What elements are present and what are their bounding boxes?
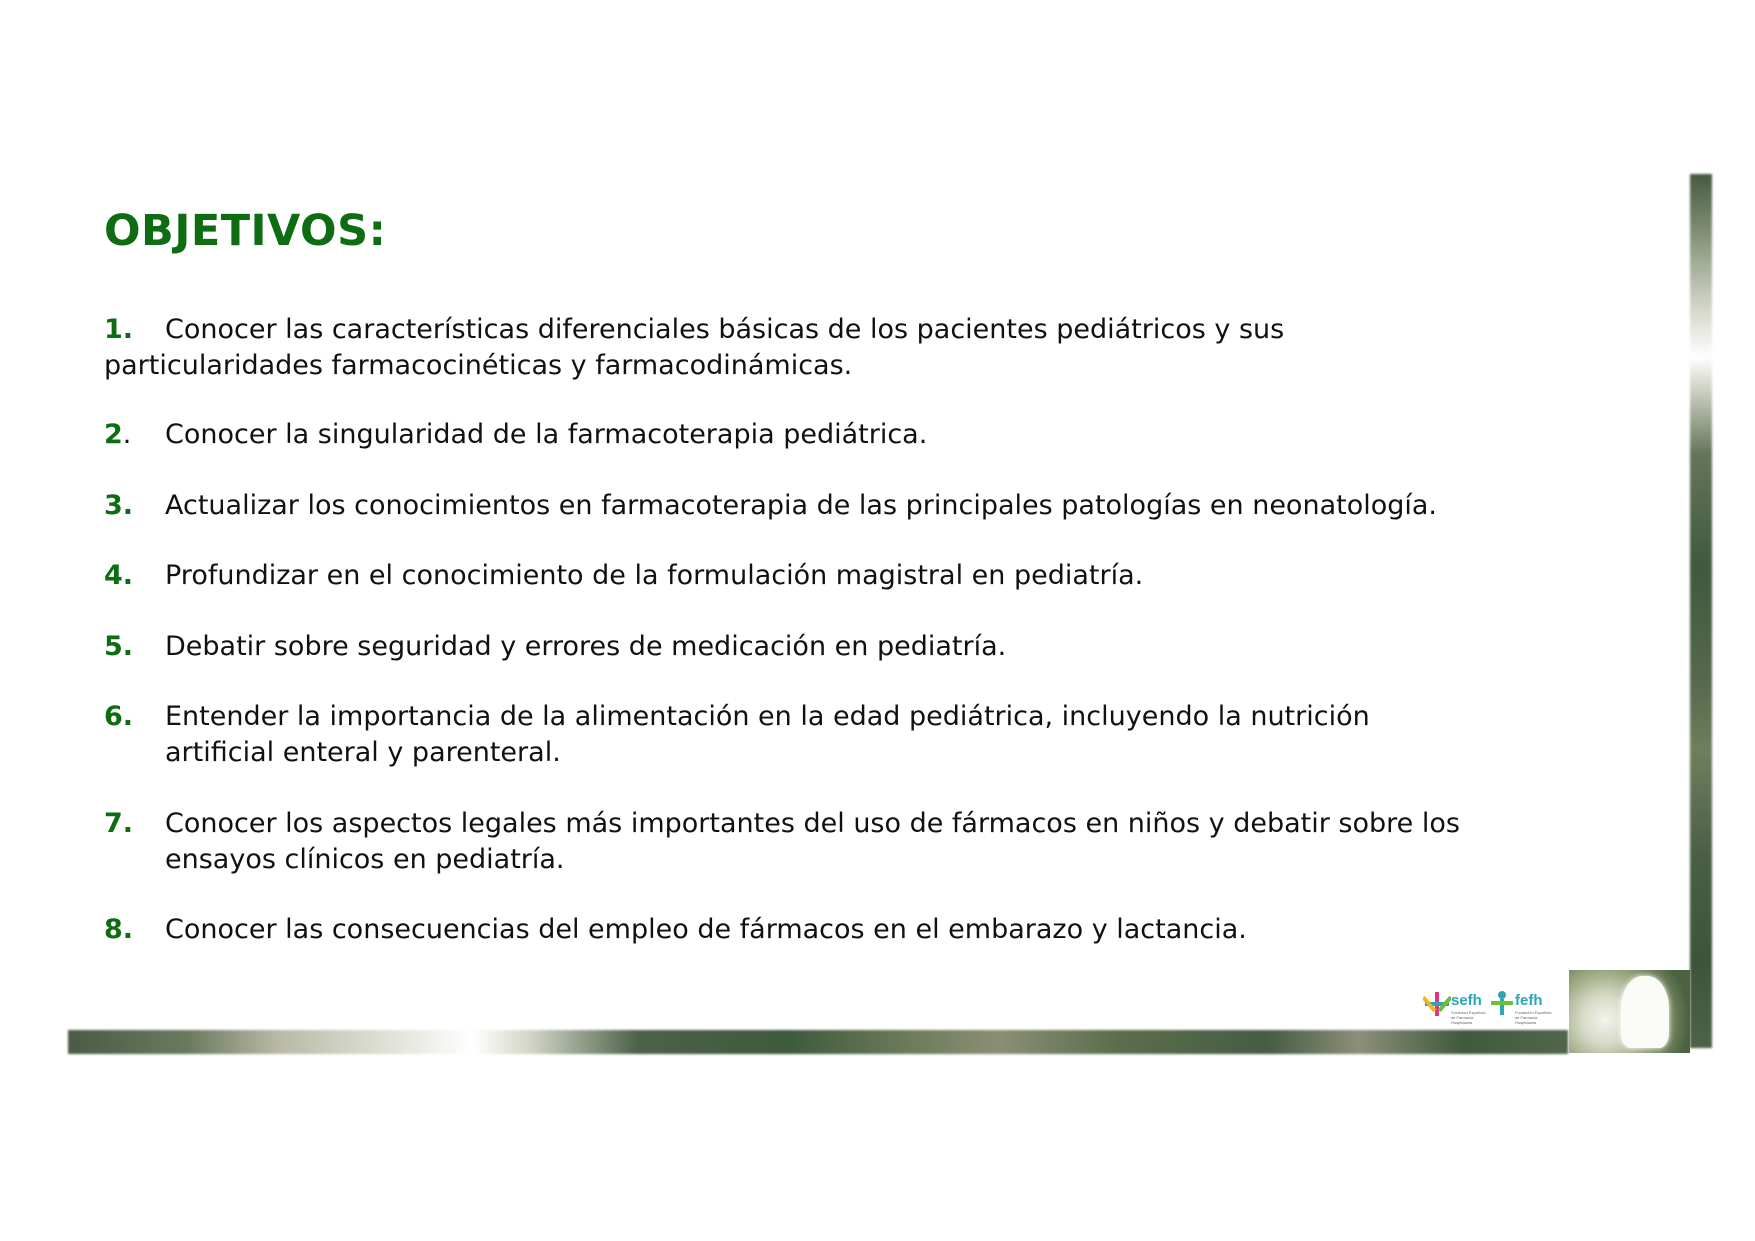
objective-item-4 bbox=[104, 558, 1143, 594]
decorative-side-band bbox=[1690, 174, 1712, 1048]
objective-number: 7. bbox=[104, 808, 134, 839]
objective-text: Debatir sobre seguridad y errores de medicación en pediatría. bbox=[165, 631, 1007, 662]
objective-item-1 bbox=[104, 312, 1284, 384]
objective-number: 1. bbox=[104, 314, 134, 345]
fefh-logo-text: fefh bbox=[1515, 992, 1543, 1009]
objective-text: Conocer los aspectos legales más importantes del uso de fármacos en niños y debatir sobre los bbox=[165, 808, 1460, 839]
objective-number: 5. bbox=[104, 631, 134, 662]
decorative-bottom-band bbox=[68, 1030, 1568, 1054]
objective-text: Actualizar los conocimientos en farmacoterapia de las principales patologías en neonatología. bbox=[165, 490, 1438, 521]
objective-item-5 bbox=[104, 629, 1006, 665]
objective-number: 6. bbox=[104, 701, 134, 732]
objective-text: Profundizar en el conocimiento de la formulación magistral en pediatría. bbox=[165, 560, 1144, 591]
objective-item-3 bbox=[104, 488, 1437, 524]
objective-text-continued: particularidades farmacocinéticas y farmacodinámicas. bbox=[104, 350, 853, 381]
objective-number: 2. bbox=[104, 419, 132, 450]
child-silhouette bbox=[1621, 976, 1669, 1048]
decorative-photo bbox=[1569, 970, 1690, 1053]
objective-text: Conocer las características diferenciales básicas de los pacientes pediátricos y sus bbox=[165, 314, 1285, 345]
objective-item-7 bbox=[104, 806, 1460, 878]
page-title: OBJETIVOS: bbox=[104, 206, 387, 256]
objective-text-continued: artificial enteral y parenteral. bbox=[165, 737, 561, 768]
sefh-logo-icon bbox=[1423, 990, 1451, 1022]
logos bbox=[1423, 988, 1563, 1024]
objective-item-6 bbox=[104, 699, 1370, 771]
objective-number: 4. bbox=[104, 560, 134, 591]
sefh-logo-subtitle: Sociedad Española de Farmacia Hospitalaria bbox=[1451, 1010, 1486, 1025]
sefh-logo-text: sefh bbox=[1451, 992, 1482, 1009]
objective-item-2 bbox=[104, 417, 927, 453]
fefh-logo-subtitle: Fundación Española de Farmacia Hospitalaria bbox=[1515, 1010, 1552, 1025]
objective-item-8 bbox=[104, 912, 1247, 948]
objective-text: Entender la importancia de la alimentación en la edad pediátrica, incluyendo la nutrición bbox=[165, 701, 1370, 732]
fefh-logo-icon bbox=[1489, 990, 1515, 1022]
objective-text: Conocer la singularidad de la farmacoterapia pediátrica. bbox=[165, 419, 928, 450]
objective-number: 3. bbox=[104, 490, 134, 521]
objective-text: Conocer las consecuencias del empleo de fármacos en el embarazo y lactancia. bbox=[165, 914, 1247, 945]
objective-text-continued: ensayos clínicos en pediatría. bbox=[165, 844, 565, 875]
objective-number: 8. bbox=[104, 914, 134, 945]
